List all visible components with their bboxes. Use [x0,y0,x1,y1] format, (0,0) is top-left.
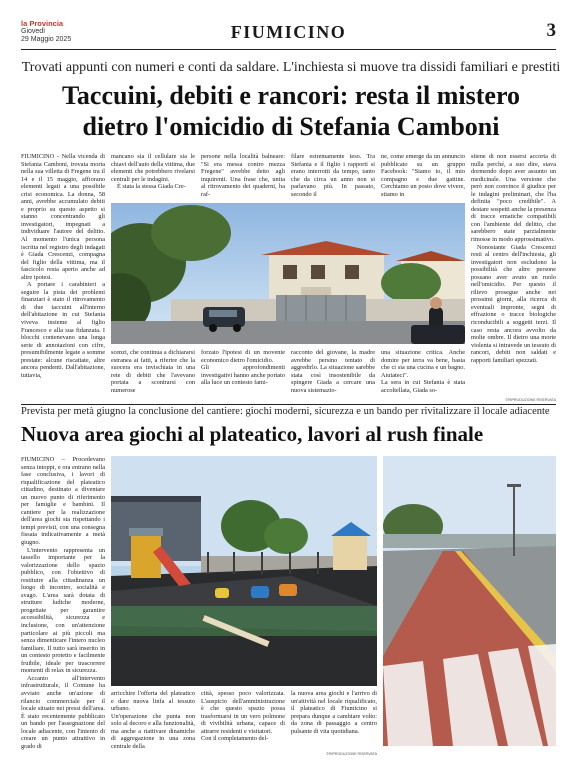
pedestrian-path-photo [383,456,556,746]
article2-column-1 [21,456,105,756]
article1-lower-col-3: racconto del giovane, la madre avrebbe persino tentato di aggredirlo. La situazione sarebbe stata così insostenibile da spingere Giada a cercare una nuova sistemazio- [291,349,375,394]
article1-headline-line2: dietro l'omicidio di Stefania Camboni [82,112,500,141]
article1-column-5 [381,153,465,198]
article-divider [21,404,556,405]
article2-kicker: Prevista per metà giugno la conclusione del cantiere: giochi moderni, sicurezza e un bando per rivitalizzare il locale adiacente [21,406,550,417]
article1-headline-line1: Taccuini, debiti e rancori: resta il mistero [61,81,521,110]
article1-lower-col-2: forzato l'ipotesi di un movente economico dietro l'omicidio. Gli approfondimenti investigativi hanno anche portato alla luce un contesto fami- [201,349,285,387]
article2-credit: ©RIPRODUZIONE RISERVATA [326,752,377,756]
article2-lower-col-2: città, spesso poco valorizzata. L'auspicio dell'amministrazione è che questo spazio possa trasformarsi in un vero polmone di vivibilità urbana, capace di attrarre residenti e visitatori. Con il completamento del- [201,690,285,743]
article1-col5-p1: ne, come emerge da un annuncio pubblicato su un gruppo Facebook: "Siamo io, il mio compagno e due gattine. Cerchiamo un posto dove vivere, stiamo in [381,153,465,198]
article1-kicker: Trovati appunti con numeri e conti da saldare. L'inchiesta si muove tra dissidi familiari e prestiti [21,60,561,75]
playground-photo-illustration [111,456,377,686]
path-photo-illustration [383,456,556,746]
article1-column-6 [471,153,556,397]
article1-lower-col-4: una situazione critica. Anche domire per terra va bene, basta che ci sia una cucina e un bagno. Aiutateci". La sera in cui Stefania è stata accoltellata, Giada so- [381,349,465,394]
masthead [21,20,556,46]
brand-name: la Provincia [21,19,64,28]
article2-col1-p1: FIUMICINO – Procedevano senza intoppi, e ora entrano nella fase conclusiva, i lavori di riqualificazione del plateatico cittadino, destinato a diventare un nuovo punto di riferimento per famiglie e bambini. Il cantiere per la realizzazione dell'area giochi sta rispettando i tempi previsti, con una consegna fissata indicativamente a metà giugno. [21,456,105,547]
article1-col2-p1: mancano sia il cellulare sia le chiavi dell'auto della vittima, due elementi che potrebbero rivelarsi centrali per le indagini. [111,153,195,183]
article1-col4-p1: filare estremamente teso. Tra Stefania e il figlio i rapporti si erano interrotti da tempo, tanto che da circa un anno non si parlavano più. In passato, secondo il [291,153,375,198]
section-title: FIUMICINO [230,22,347,42]
issue-date: 29 Maggio 2025 [21,36,72,43]
article1-lower-col-1: scenzi, che continua a dichiararsi estranea ai fatti, a riferire che la suocera era invischiata in una rete di debiti che l'avevano portata a scontrarsi con numerose [111,349,195,394]
article2-headline: Nuova area giochi al plateatico, lavori al rush finale [21,422,484,446]
villa-photo-illustration [111,203,465,344]
article1-col6-p1: stiene di non essersi accorta di nulla perché, a suo dire, stava dormendo dopo aver assunto un medicinale. Una versione che però non convince il giudice per le indagini preliminari, che l'ha definita "poco credibile". A destare sospetti anche la presenza di tracce ematiche compatibili con l'ambiente del delitto, che sarebbero state parzialmente rimosse in modo approssimativo. [471,153,556,244]
article2-lower-col-3: la nuova area giochi e l'arrivo di un'attività nel locale riqualificato, il plateatico di Fiumicino si prepara dunque a cambiare volto: da zona di passaggio a centro pulsante di vita quotidiana. [291,690,377,735]
page-number: 3 [546,20,556,41]
article1-column-4 [291,153,375,198]
article1-col2-p2: È stata la stessa Giada Cre- [117,183,186,191]
article1-col3-p1: persone nella località balneare: "Si era messa contro mezza Fregene" avrebbe detto agli inquirenti. Una frase che, unita al ritrovamento dei quaderni, ha raf- [201,153,285,198]
article1-column-2 [111,153,195,198]
issue-day: Giovedì [21,28,46,35]
article1-col1-p2: A portare i carabinieri a seguire la pista dei problemi finanziari è stato il ritrovamento di due taccuini all'interno dell'abitazione in cui Stefania viveva insieme al figlio Francesco e alla sua fidanzata. I blocchi contenevano una lunga serie di annotazioni con cifre, presumibilmente legate a somme prestate: alcune riscattate, altre ancora pendenti. Dall'abitazione, tuttavia, [21,281,105,379]
article1-credit: ©RIPRODUZIONE RISERVATA [505,398,556,402]
villa-photo [111,203,465,344]
playground-photo [111,456,377,686]
article1-col6-p2: Nonostante Giada Crescenzi resti al centro dell'inchiesta, gli investigatori non escludono la possibilità che altre persone possano aver avuto un ruolo nell'omicidio. Per questo il rilievo prosegue anche nei prossimi giorni, alla ricerca di eventuali impronte, segni di effrazione o tracce biologiche riconducibili a soggetti terzi. Il caso resta ancora avvolto da molte ombre. Il dietro una morte violenta si intravede un tessuto di rancori, debiti non saldati e rapporti familiari spezzati. [471,243,556,364]
article1-column-1 [21,153,105,397]
article1-col1-p1: FIUMICINO - Nella vicenda di Stefania Camboni, trovata morta nella sua villetta di Fregene tra il 14 e il 15 maggio, affiorano elementi legati a una possibile crisi economica. La donna, 58 anni, avrebbe accumulato debiti e proprio su questo aspetto si stanno concentrando gli investigatori, impegnati a individuare l'autore del delitto. Al momento l'unica persona iscritta nel registro degli indagati è Giada Crescenzi, compagna del figlio della vittima, ma il fascicolo resta aperto anche ad altre ipotesi. [21,153,105,281]
article2-col1-p3: Accanto all'intervento infrastrutturale, il Comune ha avviato anche un'azione di rilancio commerciale per il locale situato nei pressi dell'area. È stato recentemente pubblicato un bando per l'assegnazione del locale adiacente, con l'intento di creare un punto attrattivo in grado di [21,674,105,750]
masthead-rule [21,49,556,50]
article1-column-3 [201,153,285,198]
article2-lower-col-1: arricchire l'offerta del plateatico e dare nuova linfa al tessuto urbano. Un'operazione che punta non solo al decoro e alla funzionalità, ma anche a riattivare dinamiche di aggregazione in una zona centrale della [111,690,195,750]
article2-col1-p2: L'intervento rappresenta un tassello importante per la valorizzazione dello spazio pubblico, con l'obiettivo di restituire alla cittadinanza un luogo di incontro, socialità e svago. L'area sarà dotata di strutture ludiche moderne, progettate per garantire accessibilità, sicurezza e inclusione, con un'attenzione particolare ai più piccoli ma senza dimenticare l'intero nucleo familiare. Il tutto sarà inserito in un contesto protetto e facilmente fruibile, ideale per trascorrere momenti di relax in sicurezza. [21,546,105,675]
